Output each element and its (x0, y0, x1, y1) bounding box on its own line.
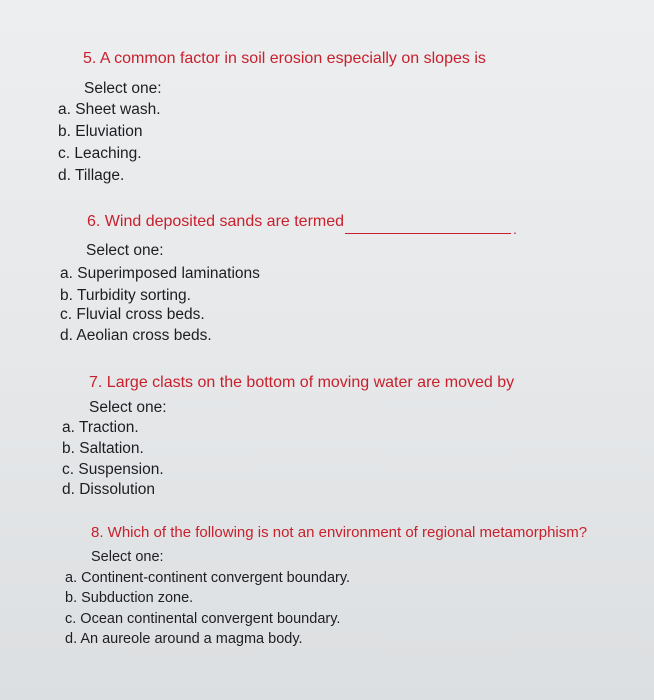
answer-blank-line (345, 233, 511, 234)
question-8-option-b[interactable]: b. Subduction zone. (65, 590, 194, 606)
question-7-option-b[interactable]: b. Saltation. (62, 440, 144, 457)
question-6-option-a[interactable]: a. Superimposed laminations (60, 265, 260, 282)
question-6-stem: 6. Wind deposited sands are termed (87, 213, 345, 230)
blank-period: . (513, 221, 517, 237)
question-5-stem: 5. A common factor in soil erosion especially on slopes is (83, 50, 486, 67)
question-8-option-d[interactable]: d. An aureole around a magma body. (65, 631, 303, 647)
question-7-option-a[interactable]: a. Traction. (62, 419, 139, 436)
question-8-select-prompt: Select one: (91, 549, 164, 565)
question-6-option-c[interactable]: c. Fluvial cross beds. (60, 306, 205, 323)
question-8-option-a[interactable]: a. Continent-continent convergent boundary. (65, 570, 351, 586)
question-6-select-prompt: Select one: (86, 242, 164, 259)
question-7-stem: 7. Large clasts on the bottom of moving water are moved by (89, 374, 515, 391)
question-7-select-prompt: Select one: (89, 399, 167, 416)
question-5-option-d[interactable]: d. Tillage. (58, 167, 125, 184)
question-6-option-b[interactable]: b. Turbidity sorting. (60, 287, 191, 304)
question-7-option-d[interactable]: d. Dissolution (62, 481, 156, 498)
question-5-option-b[interactable]: b. Eluviation (58, 123, 143, 140)
question-7-option-c[interactable]: c. Suspension. (62, 461, 164, 478)
question-5-select-prompt: Select one: (84, 80, 162, 97)
question-8-option-c[interactable]: c. Ocean continental convergent boundary. (65, 611, 341, 627)
question-5-option-c[interactable]: c. Leaching. (58, 145, 142, 162)
question-5-option-a[interactable]: a. Sheet wash. (58, 101, 161, 118)
question-8-stem: 8. Which of the following is not an environment of regional metamorphism? (91, 524, 588, 541)
question-6-option-d[interactable]: d. Aeolian cross beds. (60, 327, 212, 344)
